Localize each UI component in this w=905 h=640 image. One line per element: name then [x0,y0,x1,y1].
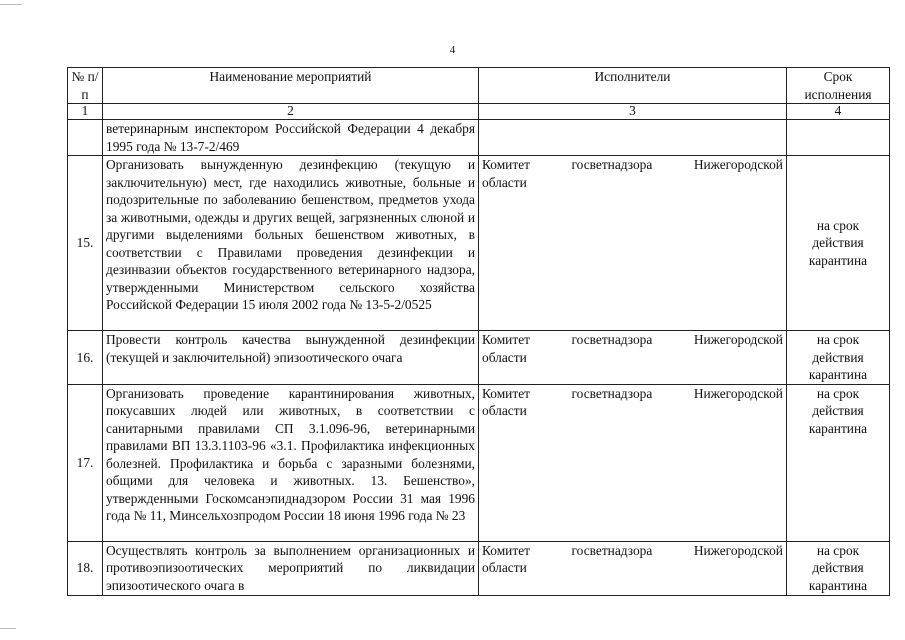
row-number [68,120,103,156]
executor-service: госветнадзора [571,332,653,347]
table-row [68,384,890,541]
row-number: 18. [68,541,103,595]
column-index-row [68,104,890,120]
executor-region-suffix: области [482,403,527,418]
executor-committee: Комитет [482,385,530,401]
executor-region: Нижегородской [693,157,783,172]
table-header-row [68,68,890,104]
table-row [68,331,890,385]
executor-cell [479,120,787,156]
column-index: 1 [68,104,103,120]
executor-region-suffix: области [482,560,527,575]
executor-cell [479,156,787,331]
row-number: 15. [68,156,103,331]
executor-cell [479,331,787,385]
term-cell: на срок действия карантина [787,156,890,331]
term-cell [787,120,890,156]
column-index: 2 [103,104,479,120]
term-cell: на срок действия карантина [787,384,890,541]
term-cell: на срок действия карантина [787,331,890,385]
executor-service: госветнадзора [571,542,653,558]
executor-committee: Комитет [482,332,530,347]
measure-text: Организовать вынужденную дезинфекцию (текущую и заключительную) мест, где находились животные, больные и подозрительные по заболеванию бешенством, предметов ухода за животными, одежды и других вещей, загрязненных слюной и другими выделениями больных бешенством животных, в соответствии с Правилами проведения дезинфекции и дезинвазии объектов государственного ветеринарного надзора, утвержденными Министерством сельского хозяйства Российской Федерации 15 июля 2002 года № 13-5-2/0525 [103,156,479,331]
executor-region-suffix: области [482,349,527,365]
executor-region: Нижегородской [693,332,783,347]
executor-committee: Комитет [482,542,530,558]
measures-table [67,67,890,596]
measure-text: Осуществлять контроль за выполнением организационных и противоэпизоотических мероприятий по ликвидации эпизоотического очага в [103,541,479,595]
scan-edge-mark [0,628,16,629]
measure-text: Организовать проведение карантинирования животных, покусавших людей или животных, в соответствии с санитарными правилами СП 3.1.096-96, ветеринарными правилами ВП 13.3.1103-96 «3.1. Профилактика инфекционных болезней. Профилактика и борьба с заразными болезнями, общими для человека и животных. 13. Бешенство», утвержденными Госкомсанэпиднадзором России 31 мая 1996 года № 11, Минсельхозпродом России 18 июня 1996 года № 23 [103,384,479,541]
column-index: 4 [787,104,890,120]
table-row [68,120,890,156]
scan-edge-mark [0,4,22,5]
header-num: № п/п [68,68,103,104]
column-index: 3 [479,104,787,120]
measure-text: ветеринарным инспектором Российской Федерации 4 декабря 1995 года № 13-7-2/469 [103,120,479,156]
row-number: 16. [68,331,103,385]
row-number: 17. [68,384,103,541]
executor-region: Нижегородской [693,385,783,401]
table-row [68,156,890,331]
page-number: 4 [449,44,456,56]
header-executors: Исполнители [479,68,787,104]
header-name: Наименование мероприятий [103,68,479,104]
executor-cell [479,384,787,541]
executor-cell [479,541,787,595]
header-term: Срок исполнения [787,68,890,104]
executor-service: госветнадзора [571,157,653,172]
executor-committee: Комитет [482,157,530,172]
executor-service: госветнадзора [571,385,653,401]
measure-text: Провести контроль качества вынужденной дезинфекции (текущей и заключительной) эпизоотического очага [103,331,479,385]
table-row [68,541,890,595]
executor-region-suffix: области [482,174,527,190]
term-cell: на срок действия карантина [787,541,890,595]
executor-region: Нижегородской [693,542,783,558]
